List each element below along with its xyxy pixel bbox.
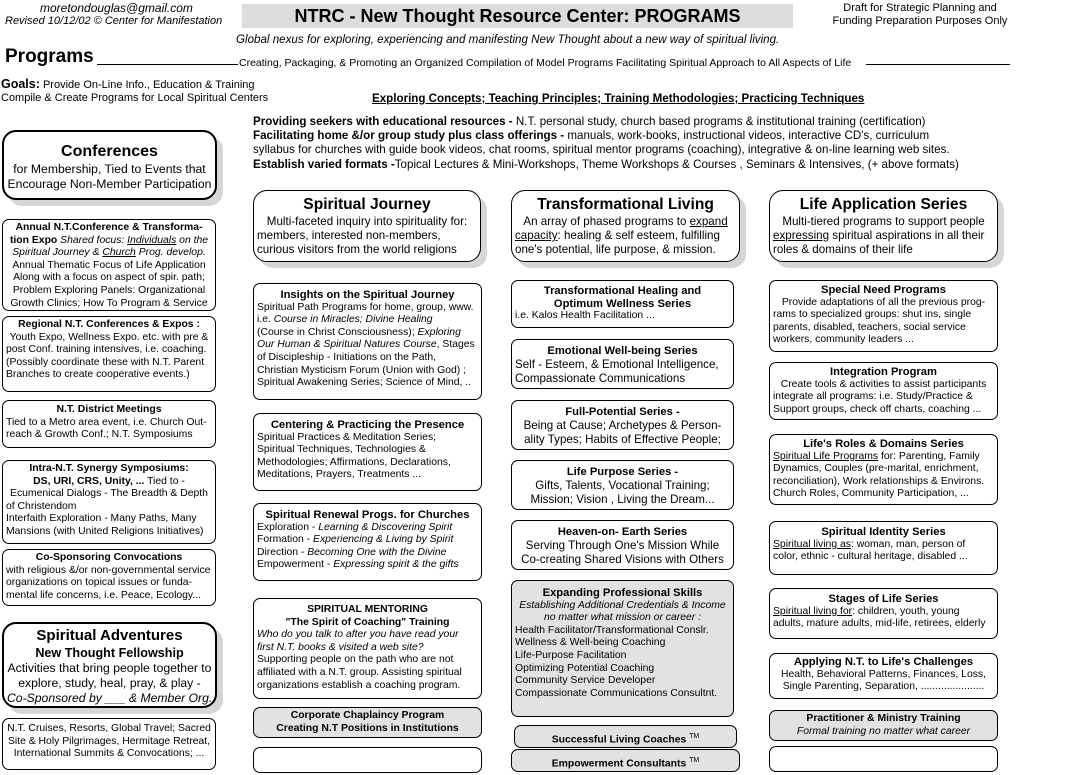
spiritual-journey-l1: Multi-faceted inquiry into spirituality for:: [266, 215, 468, 228]
practitioner-title: Practitioner & Ministry Training: [806, 713, 961, 724]
draft-note: [820, 2, 1020, 28]
transformational-l3: one's potential, life purpose, & mission.: [515, 243, 716, 256]
professional-skills-box: [511, 580, 734, 717]
integration-l3: Support groups, check off charts, coaching ...: [773, 403, 982, 415]
annual-church: Church: [102, 247, 136, 259]
life-application-l2b: spiritual aspirations in all their: [829, 229, 985, 242]
integration-title: Integration Program: [830, 366, 937, 378]
centering-box: [253, 413, 482, 491]
intro-p3-bold: Establish varied formats -: [253, 157, 395, 171]
synergy-tied: Tied to -: [144, 475, 185, 487]
practitioner-l1: Formal training no matter what career: [796, 725, 971, 737]
roles-domains-box: [769, 434, 998, 505]
insights-l3i: Exploring: [417, 326, 461, 338]
stages-l1b: : children, youth, young: [852, 605, 960, 617]
annual-individuals: Individuals: [127, 234, 177, 246]
centering-l4: Meditations, Prayers, Treatments ...: [257, 469, 422, 481]
potential-l2: ality Types; Habits of Effective People;: [524, 433, 721, 446]
conferences-title: Conferences: [61, 143, 158, 160]
cruises-l2: Site & Holy Pilgrimages, Hermitage Retreat,: [7, 735, 211, 747]
transformational-l2b: : healing & self esteem, fulfilling: [557, 229, 720, 242]
header-revised: Revised 10/12/02 © Center for Manifestation: [5, 15, 223, 27]
professional-item: Life-Purpose Facilitation: [515, 649, 627, 661]
annual-on-the: on the: [176, 234, 209, 246]
healing-title-2: Optimum Wellness Series: [553, 297, 692, 310]
purpose-l2: Mission; Vision , Living the Dream...: [530, 493, 715, 506]
programs-heading: Programs: [5, 46, 94, 67]
mentoring-l1: Supporting people on the path who are not: [257, 654, 454, 666]
intro-p1-rest: N.T. personal study, church based programs & institutional training (certification): [512, 115, 926, 128]
transformational-living-box: [511, 190, 740, 262]
spiritual-journey-box: [253, 190, 481, 262]
annual-title-2: tion Expo: [9, 234, 58, 246]
chaplaincy-title-1: Corporate Chaplaincy Program: [290, 710, 445, 721]
roles-l1u: Spiritual Life Programs: [773, 450, 879, 462]
mentoring-title-2: "The Spirit of Coaching" Training: [285, 616, 450, 628]
purpose-l1: Gifts, Talents, Vocational Training;: [535, 479, 710, 492]
centering-l1: Spiritual Practices & Meditation Series;: [257, 431, 437, 443]
intro-p2-line2: syllabus for churches with guide book videos, chat rooms, spiritual mentor programs (coaching), integrative & on-line learning web sites.: [253, 143, 950, 157]
potential-l1: Being at Cause; Archetypes & Person-: [523, 419, 722, 432]
district-l1: Tied to a Metro area event, i.e. Church Out-: [6, 416, 207, 428]
regional-title: Regional N.T. Conferences & Expos :: [18, 319, 200, 330]
renewal-l4a: Empowerment -: [257, 559, 334, 571]
intro-block: [253, 115, 959, 172]
challenges-box: [769, 653, 998, 699]
stages-l2: adults, mature adults, mid-life, retirees, elderly: [773, 618, 986, 630]
regional-l2: post Conf. training intensives, i.e. coaching.: [6, 344, 207, 356]
renewal-l2i: Experiencing & Living by Spirit: [313, 534, 454, 546]
insights-l6: Christian Mysticism Forum (Union with God) ;: [257, 364, 467, 376]
renewal-l1i: Learning & Discovering Spirit: [318, 521, 453, 533]
roles-l3: reconciliation), Work relationships & Environs.: [773, 475, 985, 487]
coaches-label: Successful Living Coaches: [551, 734, 687, 746]
challenges-title: Applying N.T. to Life's Challenges: [793, 656, 974, 668]
synergy-l4: Mansions (with United Religions Initiatives): [6, 525, 204, 537]
centering-l2: Spiritual Techniques, Technologies &: [257, 444, 426, 456]
roles-title: Life's Roles & Domains Series: [803, 438, 964, 450]
professional-item: Wellness & Well-being Coaching: [515, 637, 666, 649]
annual-l6: Growth Clinics; How To Program & Service: [10, 297, 208, 309]
identity-l1u: Spiritual living as: [773, 538, 851, 550]
integration-l2: integrate all programs: i.e. Study/Practice &: [773, 391, 973, 403]
page-title: [242, 4, 793, 28]
renewal-l1a: Exploration -: [257, 521, 319, 533]
cruises-box: [2, 718, 216, 770]
annual-conference-box: [2, 219, 216, 311]
adventures-l2: explore, study, heal, pray, & play -: [18, 675, 201, 690]
draft-line-2: Funding Preparation Purposes Only: [832, 15, 1008, 27]
integration-box: [769, 362, 998, 420]
synergy-symposiums-box: [2, 460, 216, 544]
synergy-l3: Interfaith Exploration - Many Paths, Many: [6, 513, 197, 525]
life-application-box: [769, 190, 998, 262]
life-application-title: Life Application Series: [799, 196, 968, 213]
consultants-tm: TM: [689, 757, 700, 764]
heaven-on-earth-box: [511, 520, 734, 570]
transformational-expand: expand: [689, 215, 728, 228]
synergy-title-2: DS, URI, CRS, Unity, ...: [33, 475, 145, 487]
professional-item: Community Service Developer: [515, 675, 656, 687]
special-l2: rams to specialized groups: shut ins, single: [773, 309, 972, 321]
mentoring-l3: organizations establish a coaching program.: [257, 679, 461, 691]
special-need-box: [769, 280, 998, 352]
annual-l4: Along with a focus on aspect of spir. path;: [13, 272, 205, 284]
spiritual-identity-box: [769, 521, 998, 575]
life-application-l1: Multi-tiered programs to support people: [782, 215, 985, 228]
special-l1: Provide adaptations of all the previous prog-: [781, 296, 986, 308]
challenges-l1: Health, Behavioral Patterns, Finances, Loss,: [780, 668, 987, 680]
empty-box-col2: [253, 747, 482, 773]
page-title-text: NTRC - New Thought Resource Center: PROGRAMS: [294, 6, 741, 26]
intro-p2-bold: Facilitating home &/or group study plus class offerings -: [253, 129, 565, 143]
empowerment-consultants-box: [511, 749, 740, 772]
professional-title: Expanding Professional Skills: [542, 587, 703, 599]
adventures-l3: Co-Sponsored by ___ & Member Org.: [7, 690, 213, 705]
adventures-subtitle: New Thought Fellowship: [35, 646, 184, 660]
stages-title: Stages of Life Series: [828, 593, 939, 605]
insights-box: [253, 283, 482, 400]
insights-l2i: Course in Miracles; Divine Healing: [273, 314, 433, 326]
header-email: moretondouglas@gmail.com: [40, 1, 193, 15]
subtitle: Global nexus for exploring, experiencing and manifesting New Thought about a new way of spiritual living.: [236, 33, 780, 46]
renewal-l3i: Becoming One with the Divine: [307, 546, 447, 558]
professional-item: Optimizing Potential Coaching: [515, 662, 655, 674]
cosponsor-title: Co-Sponsoring Convocations: [35, 552, 183, 563]
cosponsor-l3: mental life concerns, i.e. Peace, Ecology...: [6, 589, 202, 601]
heaven-title: Heaven-on- Earth Series: [557, 526, 688, 538]
integration-l1: Create tools & activities to assist participants: [780, 378, 987, 390]
insights-l2a: i.e.: [257, 314, 274, 326]
intro-p2-rest: manuals, work-books, instructional videos, interactive CD's, curriculum: [564, 129, 930, 143]
transformational-living-title: Transformational Living: [537, 196, 714, 213]
programs-rule-right: [866, 64, 1010, 65]
potential-title: Full-Potential Series -: [565, 406, 680, 418]
goals: [1, 78, 268, 105]
conferences-line-1: for Membership, Tied to Events that: [13, 162, 206, 176]
spiritual-journey-l2: members, interested non-members,: [257, 229, 441, 242]
renewal-l3a: Direction -: [257, 546, 308, 558]
identity-title: Spiritual Identity Series: [821, 526, 946, 538]
exploring-heading: Exploring Concepts; Teaching Principles; Training Methodologies; Practicing Techniques: [372, 92, 865, 105]
empty-box-col4: [769, 746, 998, 772]
emotional-l2: Compassionate Communications: [515, 372, 686, 385]
synergy-l1: Ecumenical Dialogs - The Breadth & Depth: [10, 488, 208, 500]
insights-l4b: , Stages: [436, 339, 475, 351]
cosponsoring-box: [2, 549, 216, 606]
special-l3: parents, disabled, teachers, social service: [773, 321, 966, 333]
special-l4: workers, community leaders ...: [773, 334, 914, 346]
healing-l1: i.e. Kalos Health Facilitation ...: [515, 310, 655, 322]
insights-l5: of Discipleship - Initiations on the Path,: [257, 351, 437, 363]
mentoring-title-1: SPIRITUAL MENTORING: [307, 604, 428, 615]
renewal-l4i: Expressing spirit & the gifts: [333, 559, 459, 571]
annual-shared: Shared focus:: [57, 234, 128, 246]
mentoring-i1: Who do you talk to after you have read your: [257, 629, 459, 641]
emotional-box: [511, 339, 734, 389]
renewal-l2a: Formation -: [257, 534, 314, 546]
regional-l3: (Possibly coordinate these with N.T. Parent: [6, 356, 205, 368]
insights-l7: Spiritual Awakening Series; Science of Mind, ..: [257, 377, 472, 389]
centering-l3: Methodologies; Affirmations, Declarations,: [257, 456, 451, 468]
creating-line: Creating, Packaging, & Promoting an Organized Compilation of Model Programs Facilitating Spiritual Approach to All Aspects of Life: [239, 57, 852, 69]
heaven-l2: Co-creating Shared Visions with Others: [521, 553, 724, 566]
practitioner-box: [769, 710, 998, 741]
spiritual-journey-l3: curious visitors from the world religions: [257, 243, 457, 256]
insights-title: Insights on the Spiritual Journey: [280, 289, 455, 301]
mentoring-box: [253, 598, 482, 699]
annual-l2b: Prog. develop.: [135, 247, 206, 259]
professional-item: Health Facilitator/Transformational Conslr.: [515, 624, 709, 636]
heaven-l1: Serving Through One's Mission While: [525, 539, 720, 552]
insights-l3a: (Course in Christ Consciousness);: [257, 326, 418, 338]
life-application-l3: roles & domains of their life: [773, 243, 913, 256]
challenges-l2: Single Parenting, Separation, ......................: [782, 681, 985, 693]
insights-l4i: Our Human & Spiritual Natures Course: [257, 339, 437, 351]
purpose-title: Life Purpose Series -: [566, 466, 679, 478]
healing-box: [511, 280, 734, 328]
professional-item: Compassionate Communications Consultnt.: [515, 687, 718, 699]
identity-l1b: : woman, man, person of: [850, 538, 966, 550]
annual-l5: Problem Exploring Panels: Organizational: [12, 284, 206, 296]
renewal-title: Spiritual Renewal Progs. for Churches: [265, 509, 470, 521]
cosponsor-l2: organizations on topical issues or funda-: [6, 577, 192, 589]
regional-conferences-box: [2, 316, 216, 392]
emotional-title: Emotional Well-being Series: [547, 345, 698, 357]
renewal-box: [253, 503, 482, 581]
programs-rule-left: [97, 64, 238, 65]
conferences-line-2: Encourage Non-Member Participation: [7, 177, 212, 191]
synergy-l2: of Christendom: [6, 500, 77, 512]
stages-of-life-box: [769, 588, 998, 639]
annual-title-1: Annual N.T.Conference & Transforma-: [15, 222, 203, 233]
mentoring-i2: first N.T. books & visited a web site?: [257, 641, 424, 653]
mentoring-l2: affiliated with a N.T. group. Assisting spiritual: [257, 666, 462, 678]
roles-l1b: for: Parenting, Family: [878, 450, 980, 462]
insights-l1: Spiritual Path Programs for home, group, www.: [257, 301, 474, 313]
annual-l2a: Spiritual Journey &: [12, 247, 103, 259]
district-l2: reach & Growth Conf.; N.T. Symposiums: [6, 429, 193, 441]
intro-p3-rest: Topical Lectures & Mini-Workshops, Theme Workshops & Courses , Seminars & Intensives, (+ above formats): [394, 157, 959, 171]
life-application-expressing: expressing: [773, 229, 830, 242]
adventures-title: Spiritual Adventures: [36, 627, 183, 644]
cruises-l1: N.T. Cruises, Resorts, Global Travel; Sacred: [7, 723, 211, 734]
healing-title-1: Transformational Healing and: [543, 285, 702, 297]
full-potential-box: [511, 400, 734, 450]
professional-i2: no matter what mission or career :: [543, 612, 702, 624]
roles-l2: Dynamics, Couples (pre-marital, enrichment,: [773, 463, 979, 475]
professional-i1: Establishing Additional Credentials & Income: [519, 599, 726, 611]
emotional-l1: Self - Esteem, & Emotional Intelligence,: [515, 358, 719, 371]
chaplaincy-box: [253, 707, 482, 738]
stages-l1u: Spiritual living for: [773, 605, 853, 617]
cosponsor-l1: with religious &/or non-governmental service: [6, 564, 211, 576]
identity-l2: color, ethnic - cultural heritage, disabled ...: [773, 551, 968, 563]
life-purpose-box: [511, 460, 734, 510]
coaches-tm: TM: [689, 733, 700, 740]
regional-l1: Youth Expo, Wellness Expo. etc. with pre &: [9, 331, 209, 343]
centering-title: Centering & Practicing the Presence: [270, 419, 465, 431]
regional-l4: Branches to create cooperative events.): [6, 369, 190, 381]
living-coaches-box: [514, 725, 737, 748]
chaplaincy-title-2: Creating N.T Positions in Institutions: [276, 722, 459, 734]
special-title: Special Need Programs: [821, 284, 946, 296]
conferences-box: [2, 130, 217, 200]
transformational-capacity: capacity: [515, 229, 558, 242]
goals-line-1: Provide On-Line Info., Education & Training: [39, 79, 255, 91]
intro-p1-bold: Providing seekers with educational resources -: [253, 115, 513, 128]
adventures-l1: Activities that bring people together to: [7, 661, 212, 675]
synergy-title-1: Intra-N.T. Synergy Symposiums:: [29, 463, 189, 474]
consultants-label: Empowerment Consultants: [551, 758, 687, 770]
cruises-l3: International Summits & Convocations; ...: [13, 748, 205, 760]
district-title: N.T. District Meetings: [56, 404, 162, 415]
goals-line-2: Compile & Create Programs for Local Spiritual Centers: [1, 92, 269, 104]
draft-line-1: Draft for Strategic Planning and: [843, 2, 997, 14]
roles-l4: Church Roles, Community Participation, ...: [773, 488, 969, 500]
annual-l3: Annual Thematic Focus of Life Application: [12, 259, 206, 271]
transformational-l1a: An array of phased programs to: [523, 215, 690, 228]
goals-label: Goals:: [1, 77, 40, 91]
spiritual-journey-title: Spiritual Journey: [303, 196, 431, 213]
spiritual-adventures-box: [2, 622, 217, 708]
district-meetings-box: [2, 400, 216, 448]
